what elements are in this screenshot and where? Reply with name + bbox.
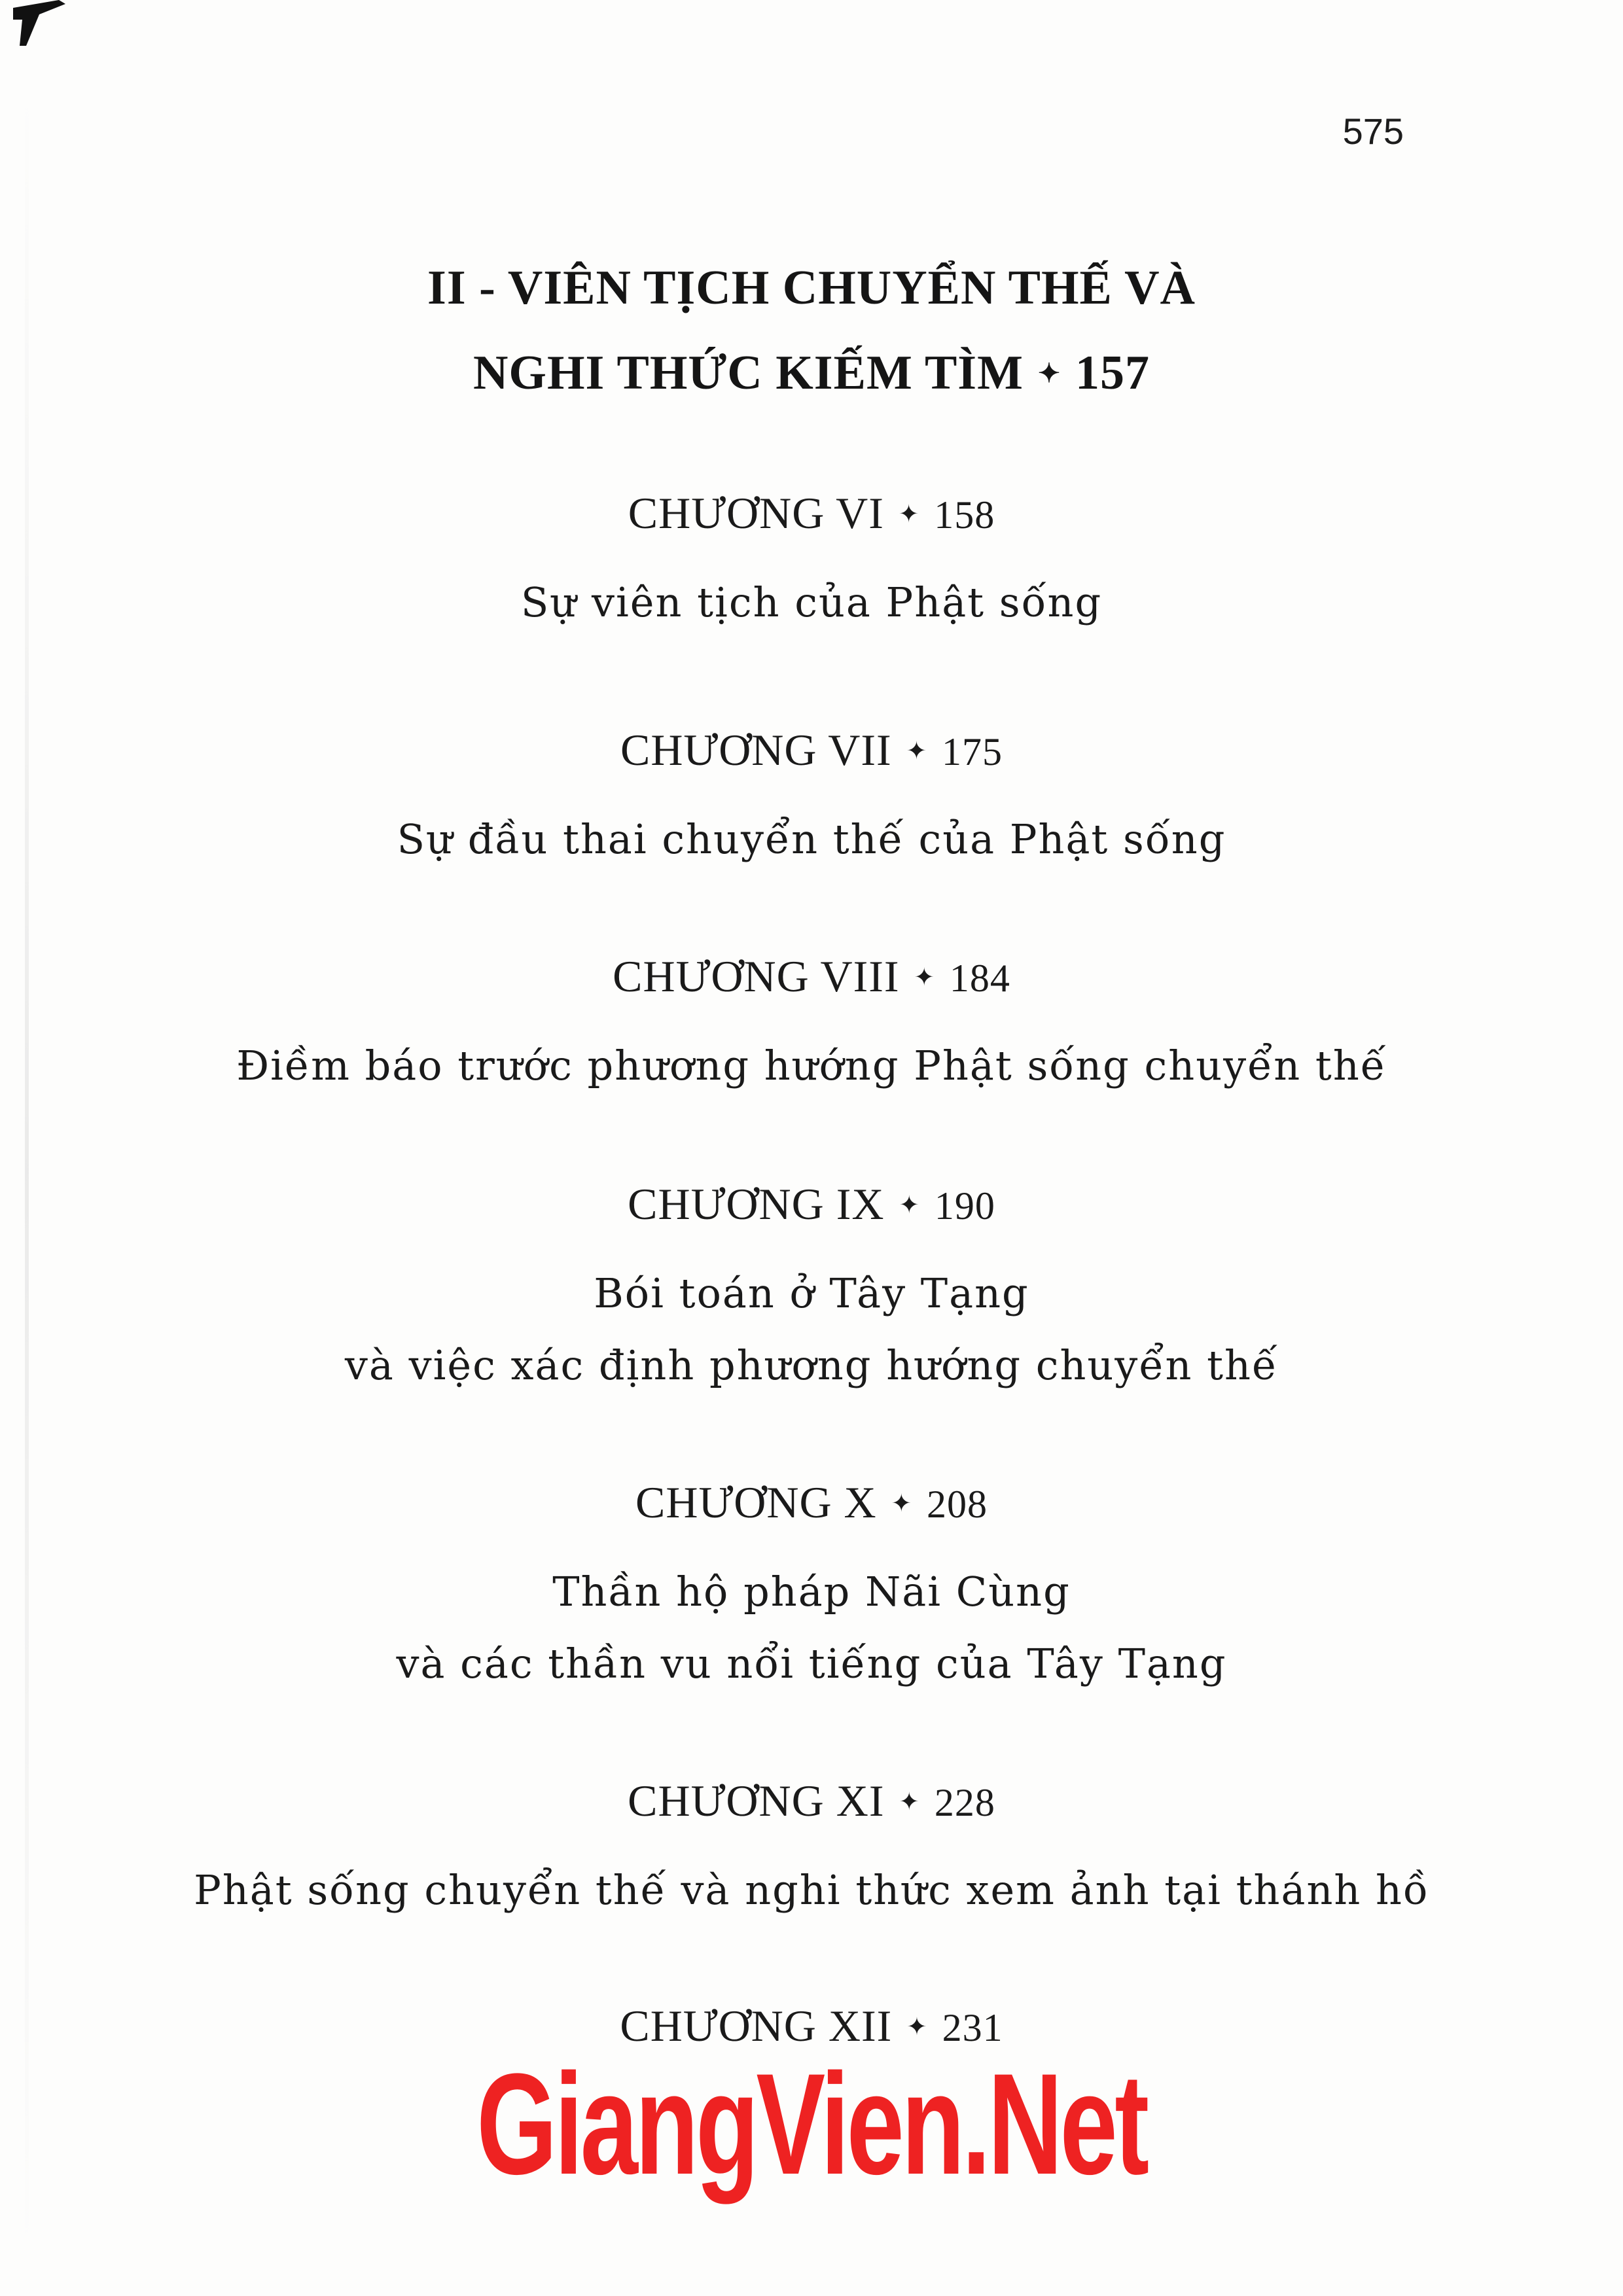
chapter-page-number: 175 xyxy=(942,730,1003,773)
chapter-heading xyxy=(0,1179,1623,1229)
chapter-heading xyxy=(0,725,1623,775)
page-number: 575 xyxy=(1342,111,1404,152)
page-gutter-shadow xyxy=(25,92,29,2251)
toc-entry-chapter-9[interactable] xyxy=(0,1179,1623,1402)
chapter-title-line: Điềm báo trước phương hướng Phật sống chuyển thế xyxy=(236,1042,1387,1089)
chapter-heading xyxy=(0,488,1623,538)
chapter-title xyxy=(0,1854,1623,1926)
chapter-heading xyxy=(0,1477,1623,1527)
chapter-label: CHƯƠNG XII xyxy=(620,2001,893,2051)
chapter-page-number: 231 xyxy=(942,2006,1003,2049)
diamond-icon: ✦ xyxy=(914,964,935,991)
chapter-label: CHƯƠNG VII xyxy=(620,725,892,775)
diamond-icon: ✦ xyxy=(898,501,920,528)
watermark-logo: GiangVien.Net xyxy=(476,2043,1147,2204)
chapter-heading xyxy=(0,1776,1623,1826)
part-title-line1-text: II - VIÊN TỊCH CHUYỂN THẾ VÀ xyxy=(427,261,1196,315)
part-title-line2 xyxy=(0,345,1623,401)
diamond-icon: ✦ xyxy=(1037,358,1061,388)
chapter-title-line: và việc xác định phương hướng chuyển thế xyxy=(344,1341,1279,1389)
chapter-title-line: Sự đầu thai chuyển thế của Phật sống xyxy=(397,815,1226,863)
chapter-label: CHƯƠNG VI xyxy=(628,488,884,538)
part-page-number: 157 xyxy=(1075,346,1150,400)
toc-entry-chapter-8[interactable] xyxy=(0,951,1623,1102)
diamond-icon: ✦ xyxy=(906,2013,928,2041)
diamond-icon: ✦ xyxy=(899,1788,920,1816)
chapter-title-line: Thần hộ pháp Nãi Cùng xyxy=(552,1568,1071,1616)
chapter-heading xyxy=(0,951,1623,1001)
corner-mark-icon xyxy=(13,0,72,46)
chapter-page-number: 184 xyxy=(949,957,1010,1000)
chapter-label: CHƯƠNG IX xyxy=(628,1179,885,1229)
chapter-page-number: 158 xyxy=(934,493,995,537)
toc-entry-chapter-6[interactable] xyxy=(0,488,1623,639)
part-title-line1 xyxy=(0,260,1623,316)
chapter-label: CHƯƠNG VIII xyxy=(613,951,900,1001)
diamond-icon: ✦ xyxy=(891,1490,912,1517)
part-title-line2-text: NGHI THỨC KIẾM TÌM xyxy=(473,346,1024,400)
diamond-icon: ✦ xyxy=(906,737,928,765)
chapter-title-line: Phật sống chuyển thế và nghi thức xem ảnh tại thánh hồ xyxy=(194,1866,1429,1914)
chapter-title xyxy=(0,1556,1623,1700)
toc-entry-chapter-7[interactable] xyxy=(0,725,1623,875)
toc-entry-chapter-11[interactable] xyxy=(0,1778,1623,1926)
toc-entry-chapter-10[interactable] xyxy=(0,1477,1623,1700)
chapter-title xyxy=(0,1258,1623,1402)
chapter-title-line: và các thần vu nổi tiếng của Tây Tạng xyxy=(396,1640,1227,1687)
chapter-page-number: 190 xyxy=(934,1184,995,1227)
chapter-title xyxy=(0,567,1623,639)
chapter-title xyxy=(0,1030,1623,1102)
chapter-page-number: 228 xyxy=(934,1781,995,1824)
chapter-label: CHƯƠNG XI xyxy=(628,1776,885,1826)
chapter-title xyxy=(0,804,1623,875)
diamond-icon: ✦ xyxy=(899,1192,920,1219)
chapter-title-line: Bói toán ở Tây Tạng xyxy=(594,1269,1029,1317)
chapter-title-line: Sự viên tịch của Phật sống xyxy=(520,578,1103,626)
chapter-label: CHƯƠNG X xyxy=(635,1477,877,1527)
chapter-page-number: 208 xyxy=(927,1483,988,1526)
